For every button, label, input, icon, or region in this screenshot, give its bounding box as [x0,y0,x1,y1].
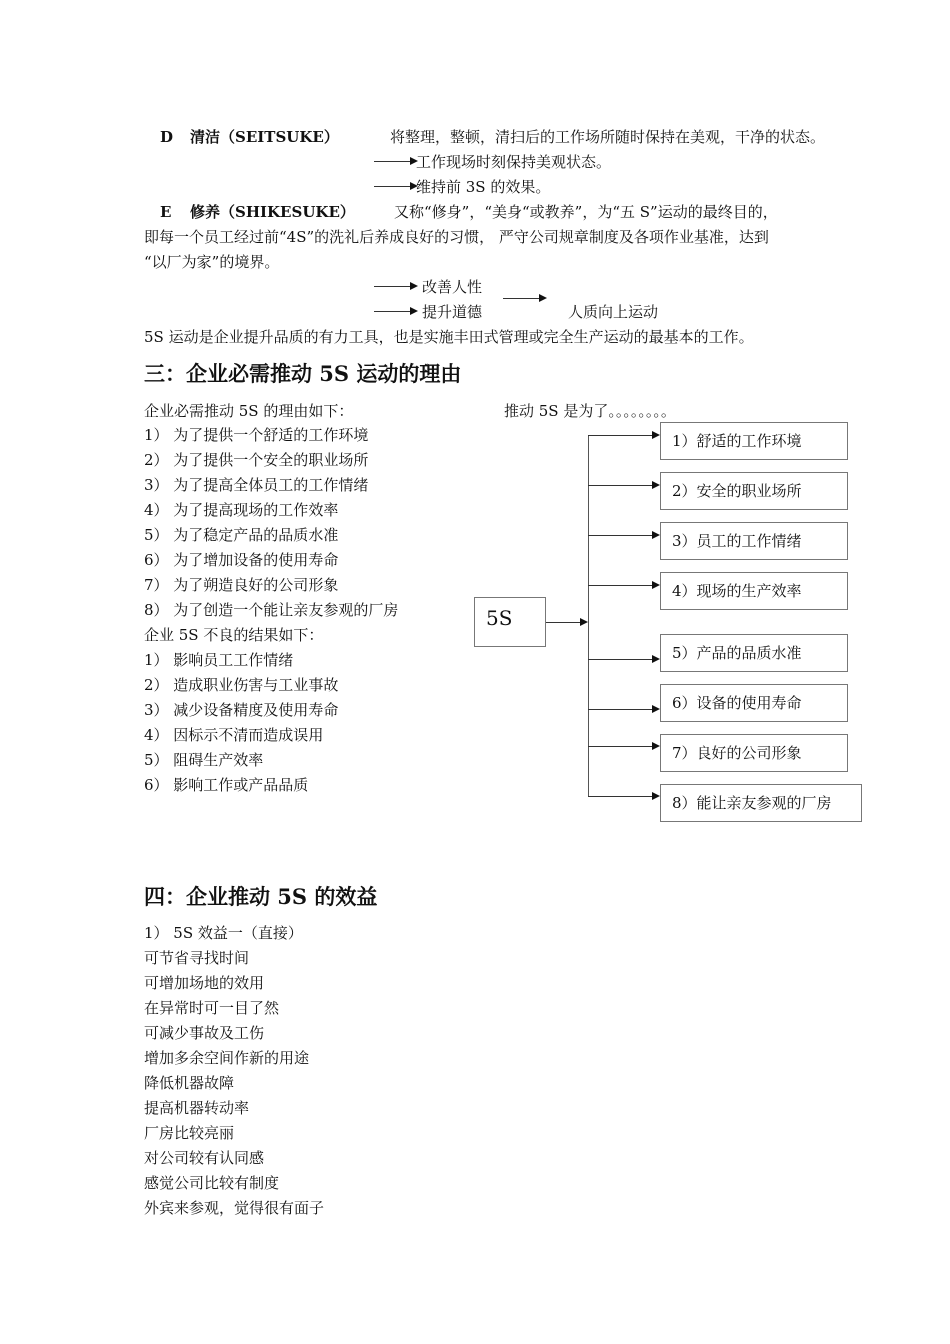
section-d-letter: D [160,128,174,146]
section-d-title: 清洁（SEITSUKE） [190,128,339,146]
list-item: 厂房比较亮丽 [144,1124,235,1142]
diagram-trunk-line [588,435,589,797]
list-item: 可减少事故及工伤 [144,1024,265,1042]
section-d-point-1: 工作现场时刻保持美观状态。 [416,153,612,171]
diagram-target-box-6: 6）设备的使用寿命 [660,684,848,722]
section-e-description-line1: 又称“修身”，“美身“或教养”，为“五 S”运动的最终目的， [394,203,778,221]
benefits-list [144,921,324,1221]
list-item: 1） 为了提供一个舒适的工作环境 [144,426,369,444]
arrow-target-7 [588,746,658,747]
section-d-description: 将整理，整顿，清扫后的工作场所随时保持在美观，干净的状态。 [390,128,826,146]
list-item: 5） 为了稳定产品的品质水准 [144,526,339,544]
list-item: 7） 为了朔造良好的公司形象 [144,576,339,594]
list-item: 5） 阻碍生产效率 [144,751,264,769]
diagram-target-box-7: 7）良好的公司形象 [660,734,848,772]
diagram-root-box: 5S [474,597,546,647]
list-item: 在异常时可一目了然 [144,999,280,1017]
section-e-result: 人质向上运动 [568,303,659,321]
diagram-target-box-1: 1）舒适的工作环境 [660,422,848,460]
arrow-d-2 [374,186,416,187]
list-item: 3） 减少设备精度及使用寿命 [144,701,339,719]
list-item: 可增加场地的效用 [144,974,265,992]
arrow-target-4 [588,585,658,586]
arrow-target-8 [588,796,658,797]
reasons-intro: 企业必需推动 5S 的理由如下： [144,402,354,420]
diagram-target-box-2: 2）安全的职业场所 [660,472,848,510]
section-e-description-line3: “以厂为家”的境界。 [144,253,280,271]
arrow-target-1 [588,435,658,436]
list-item: 6） 为了增加设备的使用寿命 [144,551,339,569]
list-item: 增加多余空间作新的用途 [144,1049,310,1067]
list-item: 对公司较有认同感 [144,1149,265,1167]
list-item: 提高机器转动率 [144,1099,250,1117]
arrow-e-result [503,298,545,299]
list-item: 8） 为了创造一个能让亲友参观的厂房 [144,601,399,619]
list-item: 4） 为了提高现场的工作效率 [144,501,339,519]
list-item: 降低机器故障 [144,1074,235,1092]
section-e-title: 修养（SHIKESUKE） [190,203,355,221]
arrow-target-3 [588,535,658,536]
arrow-root-to-trunk [546,622,586,623]
arrow-target-6 [588,709,658,710]
reasons-list [144,423,398,798]
section-e-description-line2: 即每一个员工经过前“4S”的洗礼后养成良好的习惯， 严守公司规章制度及各项作业基准，达到 [144,228,769,246]
benefits-subheading: 1） 5S 效益一（直接） [144,924,303,942]
section-d-point-2: 维持前 3S 的效果。 [416,178,551,196]
section3-heading: 三：企业必需推动 5S 运动的理由 [144,361,462,386]
diagram-caption: 推动 5S 是为了。。。。。。。。 [504,402,676,420]
arrow-target-2 [588,485,658,486]
list-item: 3） 为了提高全体员工的工作情绪 [144,476,369,494]
list-item: 可节省寻找时间 [144,949,250,967]
section4-heading: 四：企业推动 5S 的效益 [144,884,378,909]
diagram-target-box-4: 4）现场的生产效率 [660,572,848,610]
list-item: 2） 造成职业伤害与工业事故 [144,676,339,694]
arrow-e-1 [374,286,416,287]
diagram-target-box-5: 5）产品的品质水准 [660,634,848,672]
diagram-target-box-8: 8）能让亲友参观的厂房 [660,784,862,822]
arrow-e-2 [374,311,416,312]
summary-text: 5S 运动是企业提升品质的有力工具，也是实施丰田式管理或完全生产运动的最基本的工作。 [144,328,754,346]
arrow-d-1 [374,161,416,162]
list-item: 感觉公司比较有制度 [144,1174,280,1192]
list-item: 4） 因标示不清而造成误用 [144,726,324,744]
list-item: 6） 影响工作或产品品质 [144,776,309,794]
list-item: 1） 影响员工工作情绪 [144,651,294,669]
list-item: 外宾来参观，觉得很有面子 [144,1199,325,1217]
section-e-point-2: 提升道德 [422,303,483,321]
section-e-point-1: 改善人性 [422,278,483,296]
list-item: 2） 为了提供一个安全的职业场所 [144,451,369,469]
diagram-target-box-3: 3）员工的工作情绪 [660,522,848,560]
bad-results-intro: 企业 5S 不良的结果如下： [144,626,324,644]
arrow-target-5 [588,659,658,660]
section-e-letter: E [160,203,172,221]
